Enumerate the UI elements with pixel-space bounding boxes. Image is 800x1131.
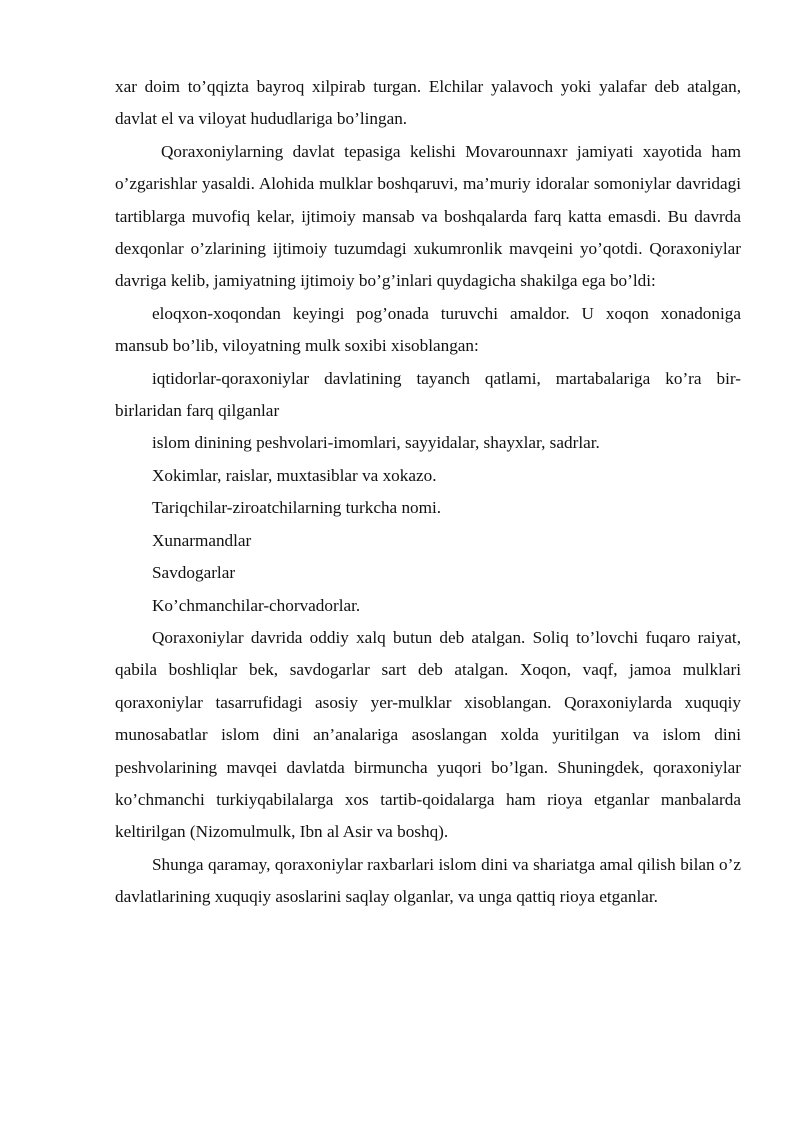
- paragraph-eloqxon: eloqxon-xoqondan keyingi pog’onada turuvchi amaldor. U xoqon xonadoniga mansub bo’lib, viloyatning mulk soxibi xisoblangan:: [115, 303, 741, 356]
- paragraph-islom-peshvolari: islom dinining peshvolari-imomlari, sayyidalar, shayxlar, sadrlar.: [152, 433, 600, 453]
- document-page: [115, 71, 741, 914]
- paragraph-oddiy-xalq: Qoraxoniylar davrida oddiy xalq butun deb atalgan. Soliq to’lovchi fuqaro raiyat, qabila boshliqlar bek, savdogarlar sart deb atalgan. Xoqon, vaqf, jamoa mulklari qoraxoniylar tasarrufidagi asosiy yer-mulklar xisoblangan. Qoraxoniylarda xuquqiy munosabatlar islom dini an’analariga asoslangan xolda yuritilgan va islom dini peshvolarining mavqei davlatda birmuncha yuqori bo’lgan. Shuningdek, qoraxoniylar ko’chmanchi turkiyqabilalarga xos tartib-qoidalarga ham rioya etganlar manbalarda keltirilgan (Nizomulmulk, Ibn al Asir va boshq).: [115, 627, 741, 842]
- paragraph-continuation: xar doim to’qqizta bayroq xilpirab turgan. Elchilar yalavoch yoki yalafar deb atalgan, davlat el va viloyat hududlariga bo’lingan.: [115, 77, 741, 129]
- paragraph-shunga-qaramay: Shunga qaramay, qoraxoniylar raxbarlari islom dini va shariatga amal qilish bilan o’z davlatlarining xuquqiy asoslarini saqlay olganlar, va unga qattiq rioya etganlar.: [115, 854, 741, 907]
- paragraph-xokimlar: Xokimlar, raislar, muxtasiblar va xokazo.: [152, 465, 437, 485]
- paragraph-iqtidorlar: iqtidorlar-qoraxoniylar davlatining tayanch qatlami, martabalariga ko’ra bir-birlaridan farq qilganlar: [115, 368, 741, 421]
- paragraph-savdogarlar: Savdogarlar: [152, 563, 236, 583]
- paragraph-kochmanchilar: Ko’chmanchilar-chorvadorlar.: [152, 595, 361, 615]
- paragraph-xunarmandlar: Xunarmandlar: [152, 530, 252, 550]
- paragraph-qoraxoniylar-tepasiga: Qoraxoniylarning davlat tepasiga kelishi Movarounnaxr jamiyati xayotida ham o’zgarishlar yasaldi. Alohida mulklar boshqaruvi, ma’muriy idoralar somoniylar davridagi tartiblarga muvofiq kelar, ijtimoiy mansab va boshqalarda farq katta emasdi. Bu davrda dexqonlar o’zlarining ijtimoiy tuzumdagi xukumronlik mavqeini yo’qotdi. Qoraxoniylar davriga kelib, jamiyatning ijtimoiy bo’g’inlari quydagicha shakilga ega bo’ldi:: [115, 141, 741, 291]
- paragraph-tariqchilar: Tariqchilar-ziroatchilarning turkcha nomi.: [152, 498, 442, 518]
